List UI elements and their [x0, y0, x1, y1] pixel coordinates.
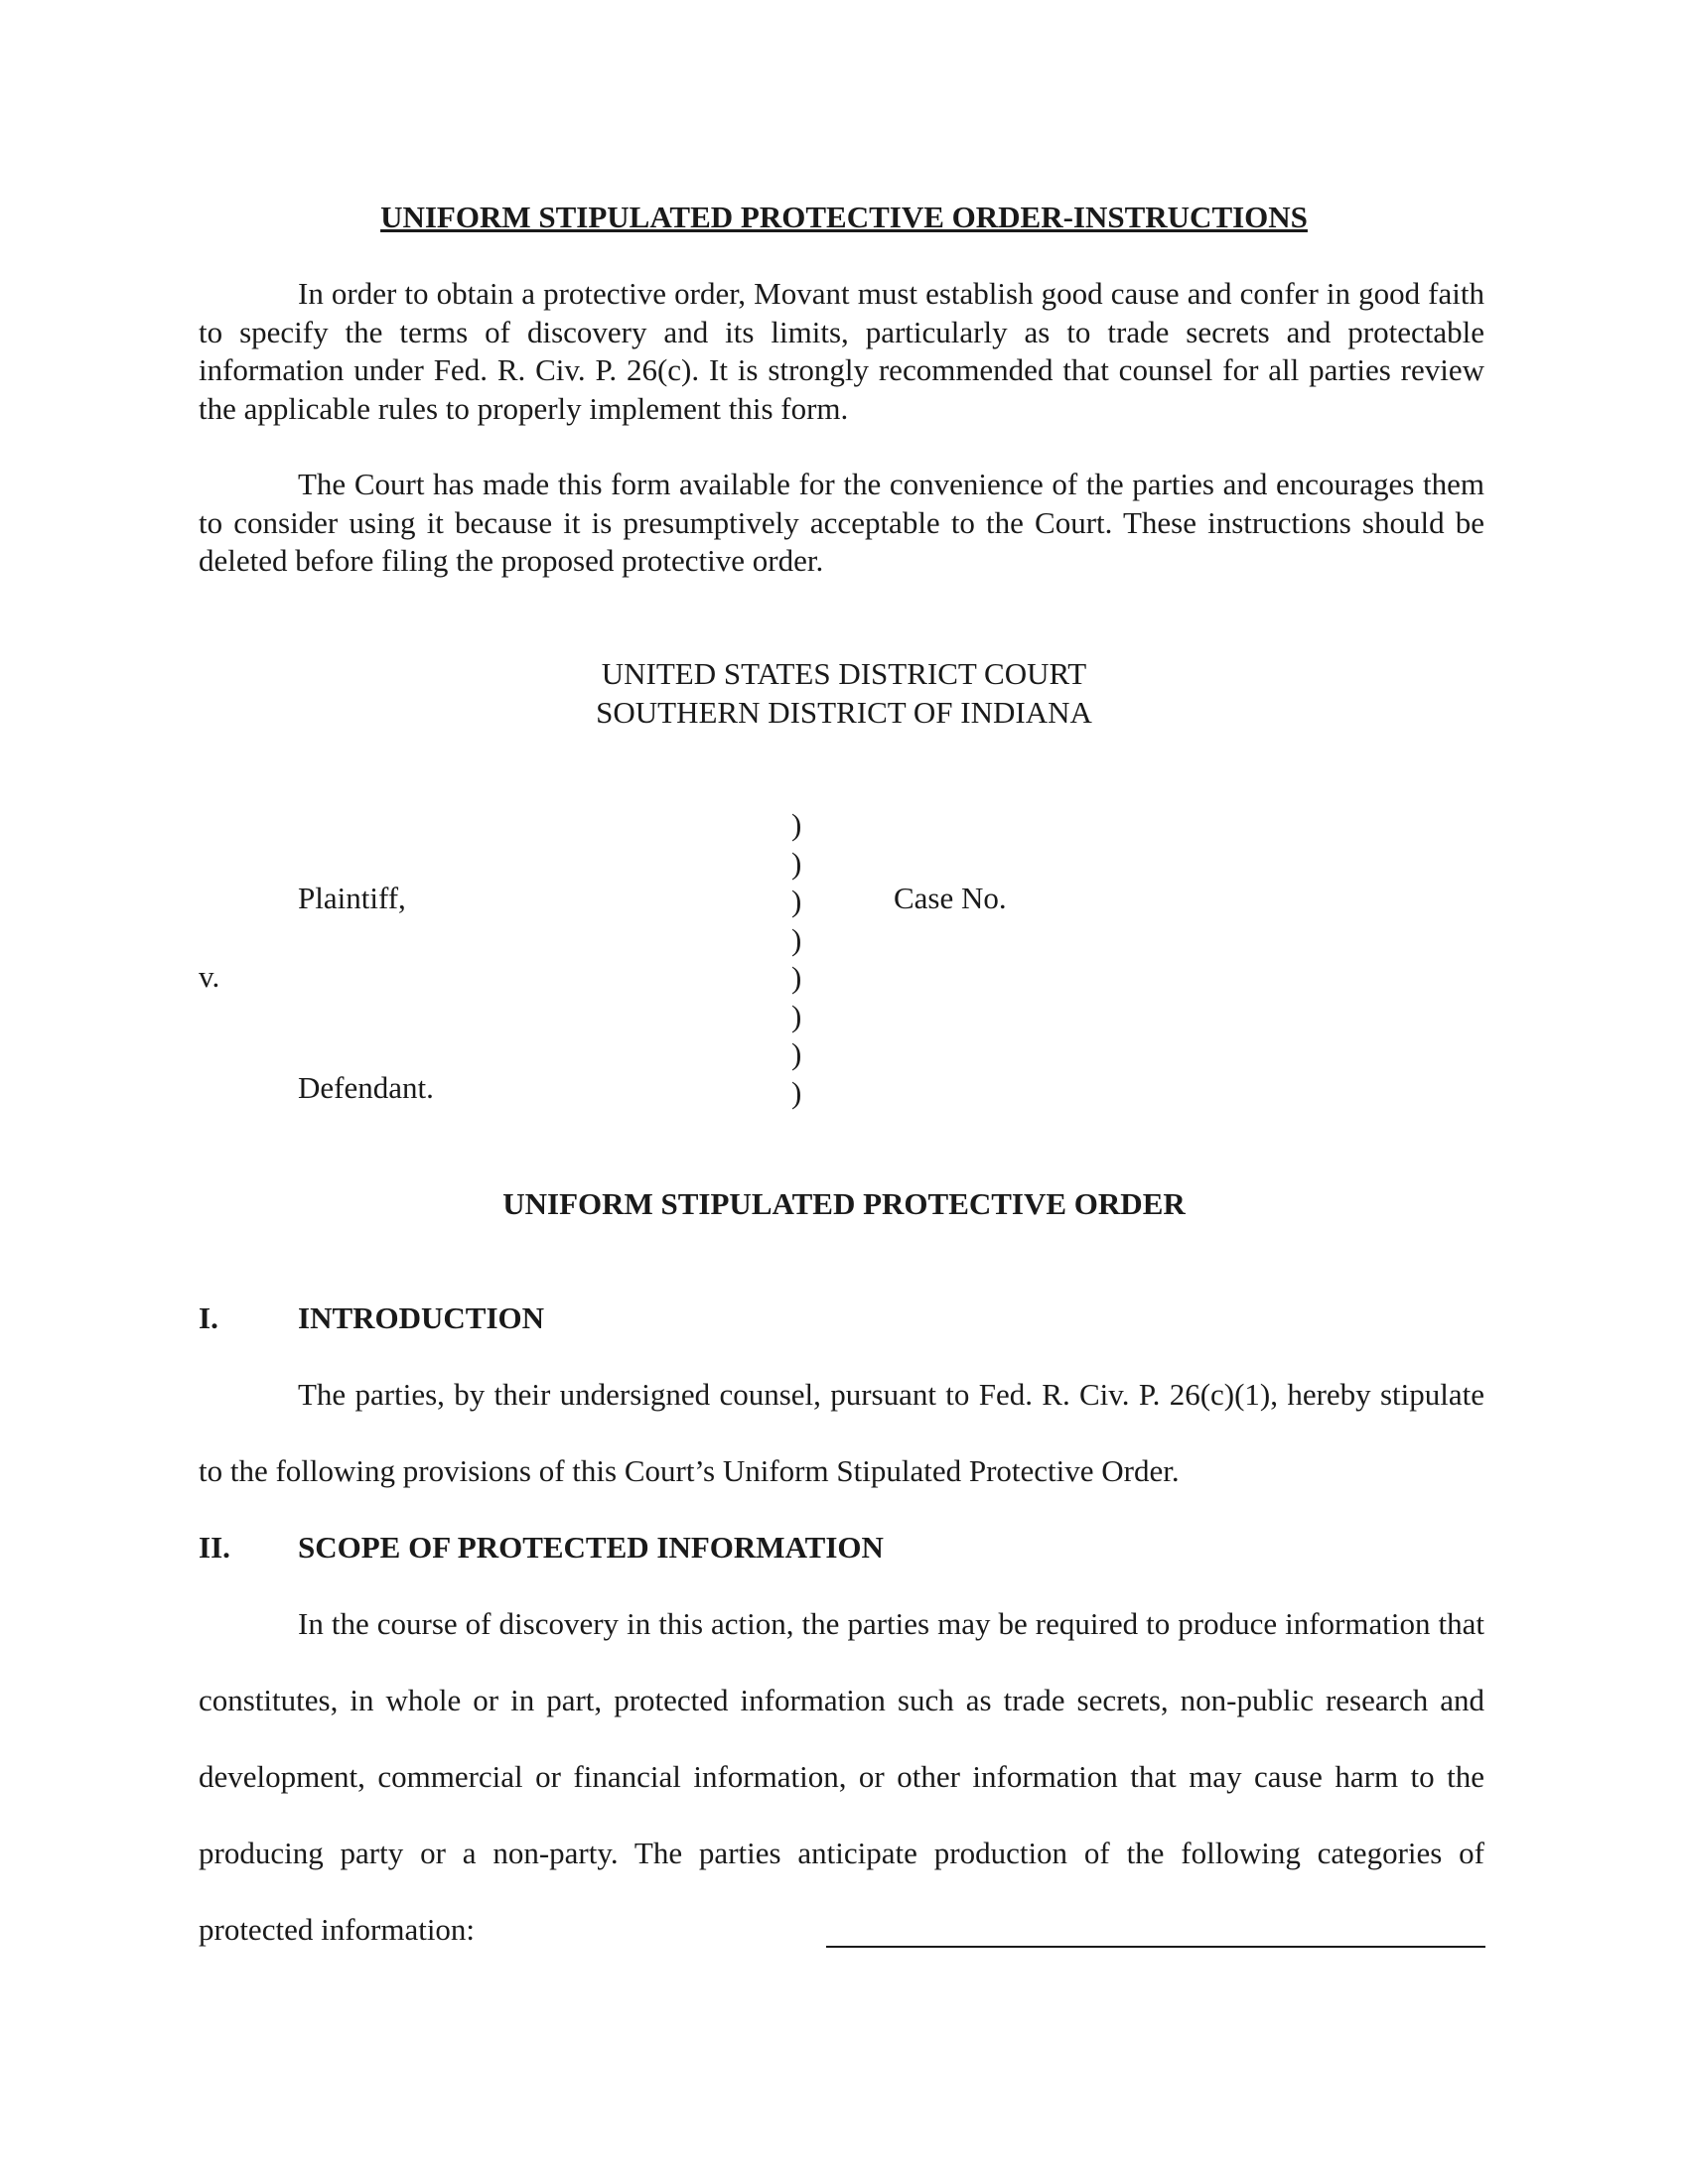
instructions-paragraph-1: In order to obtain a protective order, Movant must establish good cause and confer in good faith to specify the terms of discovery and its limits, particularly as to trade secrets and protectable information under Fed. R. Civ. P. 26(c). It is strongly recommended that counsel for all parties review the applicable rules to properly implement this form. — [199, 276, 1484, 426]
caption-parenthesis: ) — [791, 1036, 802, 1071]
caption-parenthesis: ) — [791, 884, 802, 918]
caption-parenthesis: ) — [791, 1074, 802, 1110]
caption-parenthesis: ) — [791, 921, 802, 957]
protected-categories-blank-line[interactable] — [826, 1946, 1485, 1948]
caption-parenthesis: ) — [791, 998, 802, 1033]
case-number-label: Case No. — [894, 881, 1007, 915]
section-title: SCOPE OF PROTECTED INFORMATION — [298, 1530, 884, 1565]
court-name-line-2: SOUTHERN DISTRICT OF INDIANA — [596, 695, 1092, 730]
section-heading-scope — [199, 1530, 1484, 1570]
caption-parenthesis: ) — [791, 807, 802, 842]
section-scope-text: In the course of discovery in this action, the parties may be required to produce information that constitutes, in whole or in part, protected information such as trade secrets, non-public research and development, commercial or financial information, or other information that may cause harm to the producing party or a non-party. The parties anticipate production of the following categories of protected information: — [199, 1606, 1484, 1947]
section-heading-introduction — [199, 1300, 1484, 1340]
caption-parenthesis: ) — [791, 845, 802, 881]
section-number: II. — [199, 1530, 230, 1565]
section-introduction-text: The parties, by their undersigned counsel, pursuant to Fed. R. Civ. P. 26(c)(1), hereby stipulate to the following provisions of this Court’s Uniform Stipulated Protective Order. — [199, 1377, 1484, 1488]
instructions-paragraph-2: The Court has made this form available for the convenience of the parties and encourages them to consider using it because it is presumptively acceptable to the Court. These instructions should be deleted before filing the proposed protective order. — [199, 467, 1484, 578]
plaintiff-label: Plaintiff, — [298, 881, 406, 915]
section-title: INTRODUCTION — [298, 1300, 545, 1335]
court-name-line-1: UNITED STATES DISTRICT COURT — [601, 656, 1087, 691]
caption-parenthesis-column — [791, 806, 801, 1112]
instructions-title: UNIFORM STIPULATED PROTECTIVE ORDER-INSTRUCTIONS — [380, 200, 1308, 234]
section-number: I. — [199, 1300, 218, 1335]
order-title: UNIFORM STIPULATED PROTECTIVE ORDER — [502, 1186, 1186, 1221]
versus-label: v. — [199, 959, 220, 994]
caption-parenthesis: ) — [791, 960, 802, 995]
defendant-label: Defendant. — [298, 1070, 434, 1105]
